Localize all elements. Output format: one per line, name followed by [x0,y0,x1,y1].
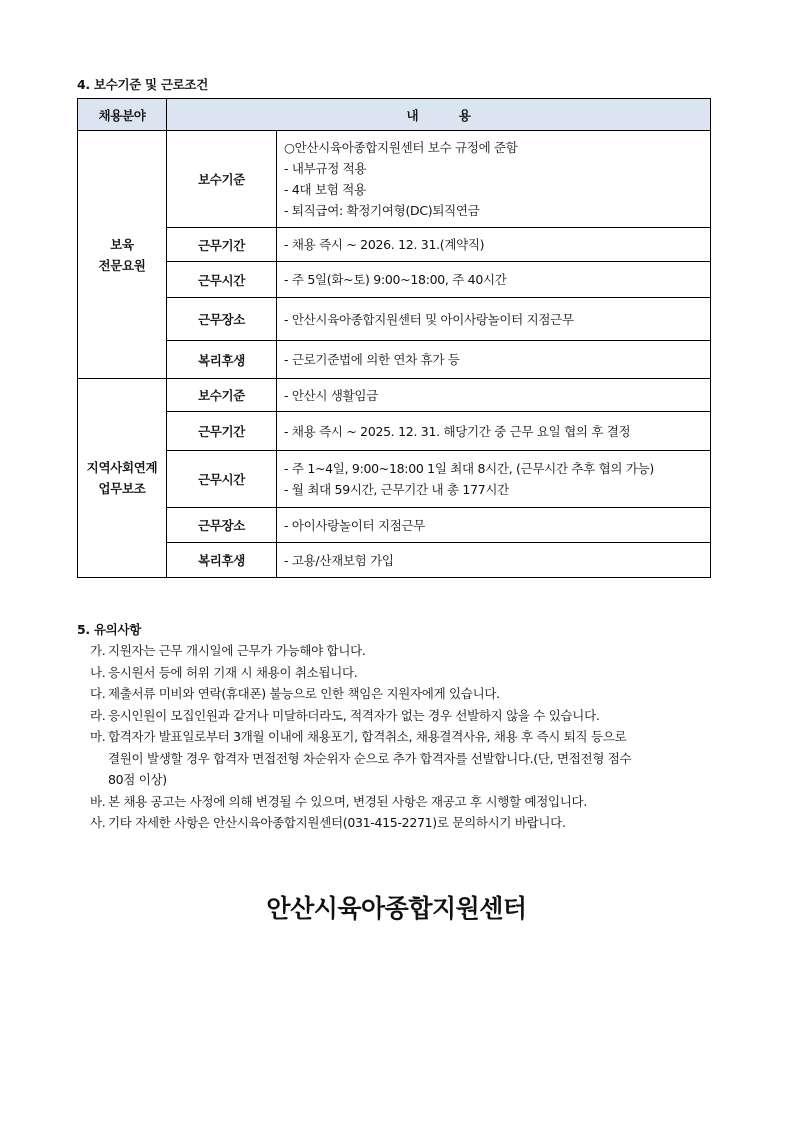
list-item: 나. 응시원서 등에 허위 기재 시 채용이 취소됩니다. [90,662,715,684]
list-marker: 바. [90,793,106,809]
list-marker: 사. [90,815,106,830]
row-content: ○안산시육아종합지원센터 보수 규정에 준함 - 내부규정 적용 - 4대 보험 적용 - 퇴직급여: 확정기여형(DC)퇴직연금 [277,131,711,228]
row-label: 보수기준 [167,131,277,228]
header-field: 채용분야 [78,99,167,131]
table-row [78,262,711,298]
notes-list [90,640,715,834]
row-label: 복리후생 [167,543,277,578]
row-label: 근무기간 [167,412,277,451]
list-marker: 라. [90,707,106,723]
table-row [78,298,711,341]
table-row [78,412,711,451]
row-label: 근무장소 [167,298,277,341]
table-row [78,131,711,228]
table-row [78,228,711,262]
field-cell-childcare: 보육 전문요원 [78,131,167,379]
list-item: 마. 합격자가 발표일로부터 3개월 이내에 채용포기, 합격취소, 채용결격사유, 채용 후 즉시 퇴직 등으로 결원이 발생할 경우 합격자 면접전형 차순위자 순으로 추가 합격자를 선발합니다.(단, 면접전형 점수 80점 이상) [90,726,715,791]
row-content: - 근로기준법에 의한 연차 휴가 등 [277,341,711,379]
table-row [78,451,711,508]
row-content: - 안산시 생활임금 [277,379,711,412]
table-header-row [78,99,711,131]
row-label: 근무장소 [167,508,277,543]
row-label: 근무시간 [167,451,277,508]
section-4-title: 4. 보수기준 및 근로조건 [77,77,208,92]
row-content: - 채용 즉시 ~ 2026. 12. 31.(계약직) [277,228,711,262]
row-label: 복리후생 [167,341,277,379]
table-row [78,508,711,543]
row-content: - 고용/산재보험 가입 [277,543,711,578]
list-item: 사. 기타 자세한 사항은 안산시육아종합지원센터(031-415-2271)로 문의하시기 바랍니다. [90,812,715,834]
row-content: - 주 5일(화~토) 9:00~18:00, 주 40시간 [277,262,711,298]
list-item: 라. 응시인원이 모집인원과 같거나 미달하더라도, 적격자가 없는 경우 선발하지 않을 수 있습니다. [90,705,715,727]
list-marker: 가. [90,643,106,658]
row-content: - 안산시육아종합지원센터 및 아이사랑놀이터 지점근무 [277,298,711,341]
row-content: - 주 1~4일, 9:00~18:00 1일 최대 8시간, (근무시간 추후 협의 가능) - 월 최대 59시간, 근무기간 내 총 177시간 [277,451,711,508]
row-content: - 아이사랑놀이터 지점근무 [277,508,711,543]
header-content: 내 용 [167,99,711,131]
organization-name: 안산시육아종합지원센터 [266,894,527,923]
row-label: 보수기준 [167,379,277,412]
list-marker: 마. [90,729,106,744]
list-marker: 나. [90,664,106,680]
list-item: 바. 본 채용 공고는 사정에 의해 변경될 수 있으며, 변경된 사항은 재공고 후 시행할 예정입니다. [90,791,715,813]
list-item: 가. 지원자는 근무 개시일에 근무가 가능해야 합니다. [90,640,715,662]
row-content: - 채용 즉시 ~ 2025. 12. 31. 해당기간 중 근무 요일 협의 후 결정 [277,412,711,451]
section-5-title: 5. 유의사항 [77,622,141,637]
list-marker: 다. [90,686,106,701]
field-cell-community: 지역사회연계 업무보조 [78,379,167,578]
list-item: 다. 제출서류 미비와 연락(휴대폰) 불능으로 인한 책임은 지원자에게 있습니다. [90,683,715,705]
table-row [78,543,711,578]
row-label: 근무시간 [167,262,277,298]
row-label: 근무기간 [167,228,277,262]
working-conditions-table [77,98,711,578]
table-row [78,341,711,379]
table-row [78,379,711,412]
